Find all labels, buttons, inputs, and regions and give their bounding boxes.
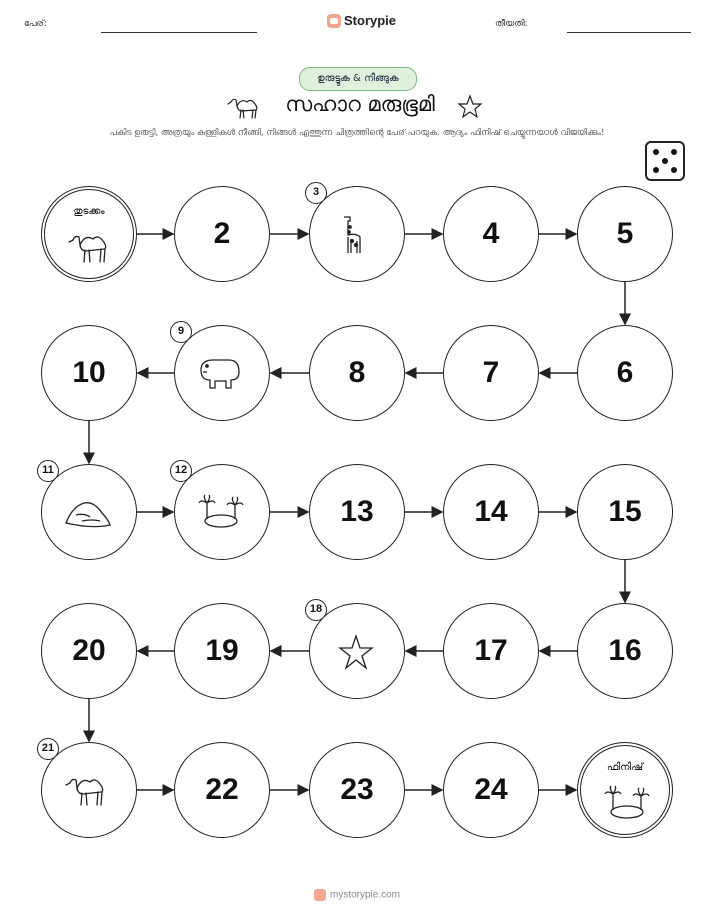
board-space	[309, 742, 405, 838]
board-space	[443, 325, 539, 421]
star-icon	[330, 628, 382, 674]
space-number: 17	[474, 634, 508, 667]
date-label: തീയതി:	[495, 19, 528, 29]
board-space	[577, 186, 673, 282]
space-number: 4	[482, 217, 500, 250]
space-number-badge: 18	[305, 599, 327, 621]
board-space	[309, 325, 405, 421]
board-space	[443, 603, 539, 699]
board-space	[577, 603, 673, 699]
giraffe-icon	[330, 211, 382, 257]
page-title: സഹാറ മരുഭൂമി	[285, 92, 435, 116]
board-space	[577, 464, 673, 560]
camel-icon	[62, 767, 114, 813]
space-number-badge: 12	[170, 460, 192, 482]
camel-icon	[65, 224, 117, 270]
space-number: 16	[608, 634, 642, 667]
space-number-badge: 3	[305, 182, 327, 204]
space-number: 8	[348, 356, 366, 389]
board-space	[443, 186, 539, 282]
storypie-logo-icon	[314, 889, 326, 901]
space-number: 24	[474, 773, 508, 806]
space-number-badge: 11	[37, 460, 59, 482]
space-number: 5	[616, 217, 634, 250]
board-space	[41, 464, 137, 560]
space-number: 20	[72, 634, 106, 667]
brand-name: Storypie	[344, 13, 397, 28]
name-label: പേര്:	[24, 19, 47, 29]
space-number: 19	[205, 634, 239, 667]
activity-badge: ഉരുട്ടുക & നീങ്ങുക	[299, 67, 417, 91]
board-space	[41, 742, 137, 838]
space-number-badge: 21	[37, 738, 59, 760]
space-number: 13	[340, 495, 374, 528]
space-number: 6	[616, 356, 634, 389]
board-space	[174, 186, 270, 282]
board-space	[174, 742, 270, 838]
instructions: പകിട ഉരുട്ടി, അത്രയും കള്ളികൾ നീങ്ങി, നിങ്ങൾ എത്തുന്ന ചിത്രത്തിന്റെ പേര് പറയുക. ആദ്യം ഫിനിഷ് ചെയ്യുന്നയാൾ വിജയിക്കും!	[109, 128, 605, 138]
board-space	[309, 464, 405, 560]
space-number: 10	[72, 356, 106, 389]
oasis-icon	[195, 489, 247, 535]
board-space	[309, 186, 405, 282]
space-number: 14	[474, 495, 508, 528]
board-space	[443, 464, 539, 560]
start-label: തുടക്കം	[73, 206, 105, 217]
board-space	[174, 325, 270, 421]
space-number-badge: 9	[170, 321, 192, 343]
board-space	[41, 325, 137, 421]
oasis-icon	[601, 780, 653, 826]
space-number: 22	[205, 773, 239, 806]
board-space	[174, 464, 270, 560]
finish-space	[577, 742, 673, 838]
board-space	[174, 603, 270, 699]
board-space	[309, 603, 405, 699]
footer	[0, 889, 714, 901]
board-space	[443, 742, 539, 838]
finish-label: ഫിനിഷ്	[606, 762, 644, 773]
space-number: 23	[340, 773, 374, 806]
space-number: 7	[482, 356, 500, 389]
board-space	[41, 603, 137, 699]
sand-dune-icon	[62, 489, 114, 535]
space-number: 15	[608, 495, 642, 528]
board-space	[577, 325, 673, 421]
hippo-icon	[195, 350, 247, 396]
start-space	[41, 186, 137, 282]
space-number: 2	[213, 217, 231, 250]
footer-url: mystorypie.com	[329, 889, 400, 901]
